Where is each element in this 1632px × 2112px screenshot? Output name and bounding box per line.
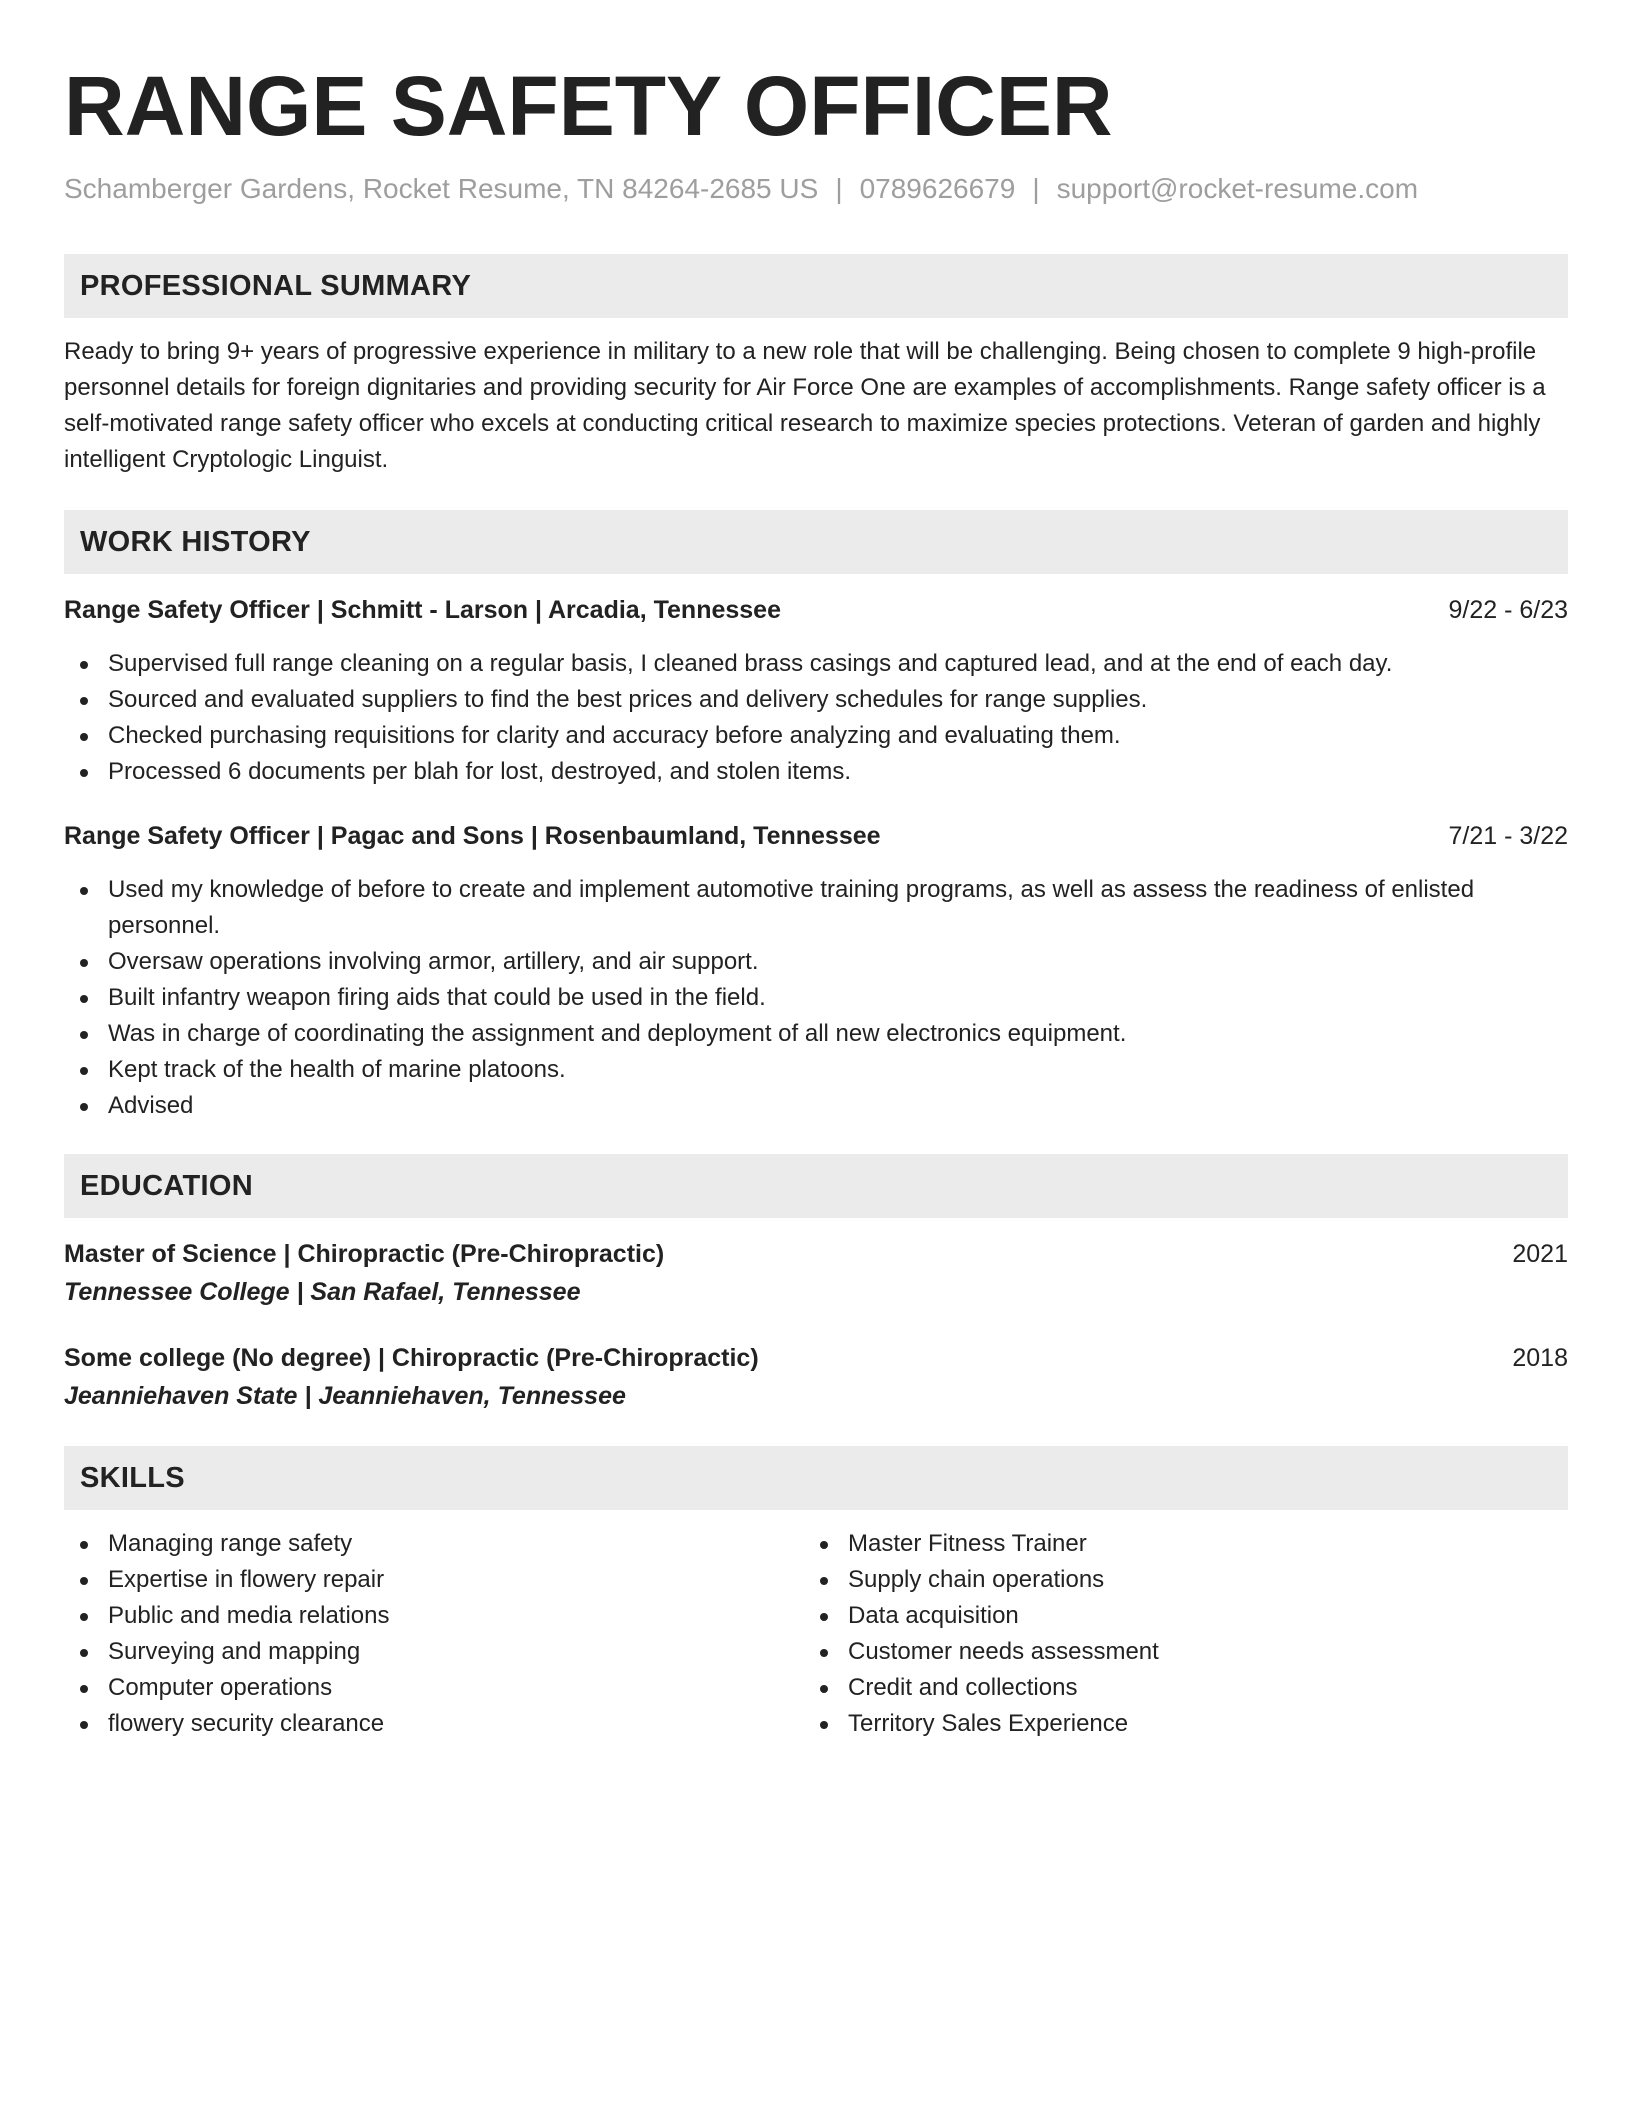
list-item: Managing range safety bbox=[64, 1526, 804, 1562]
contact-email: support@rocket-resume.com bbox=[1056, 173, 1419, 204]
list-item: Checked purchasing requisitions for clarity and accuracy before analyzing and evaluating them. bbox=[64, 718, 1568, 754]
list-item: Public and media relations bbox=[64, 1598, 804, 1634]
list-item: Advised bbox=[64, 1088, 1568, 1124]
education-year: 2018 bbox=[1512, 1344, 1568, 1372]
list-item: Oversaw operations involving armor, artillery, and air support. bbox=[64, 944, 1568, 980]
job-dates: 7/21 - 3/22 bbox=[1448, 822, 1568, 850]
list-item: Master Fitness Trainer bbox=[804, 1526, 1544, 1562]
list-item: Used my knowledge of before to create and implement automotive training programs, as well as assess the readiness of enlisted personnel. bbox=[64, 872, 1568, 944]
education-year: 2021 bbox=[1512, 1240, 1568, 1268]
job-header bbox=[64, 820, 1568, 852]
list-item: flowery security clearance bbox=[64, 1706, 804, 1742]
job-bullet-list bbox=[64, 646, 1568, 790]
skills-grid bbox=[64, 1526, 1568, 1742]
job-dates: 9/22 - 6/23 bbox=[1448, 596, 1568, 624]
skills-column-right bbox=[804, 1526, 1544, 1742]
education-school: Tennessee College | San Rafael, Tennessee bbox=[64, 1278, 581, 1306]
list-item: Was in charge of coordinating the assignment and deployment of all new electronics equipment. bbox=[64, 1016, 1568, 1052]
section-heading-work-history: WORK HISTORY bbox=[64, 510, 1568, 574]
education-degree: Master of Science | Chiropractic (Pre-Chiropractic) bbox=[64, 1240, 665, 1268]
list-item: Surveying and mapping bbox=[64, 1634, 804, 1670]
summary-text: Ready to bring 9+ years of progressive experience in military to a new role that will be challenging. Being chosen to complete 9 high-profile personnel details for foreign dignitaries and providing security for Air Force One are examples of accomplishments. Range safety officer is a self-motivated range safety officer who excels at conducting critical research to maximize species protections. Veteran of garden and highly intelligent Cryptologic Linguist. bbox=[64, 338, 1546, 473]
list-item: Supply chain operations bbox=[804, 1562, 1544, 1598]
job-title: Range Safety Officer | Schmitt - Larson | Arcadia, Tennessee bbox=[64, 596, 781, 624]
contact-line bbox=[64, 172, 1568, 206]
contact-separator: | bbox=[1032, 173, 1040, 204]
section-heading-skills: SKILLS bbox=[64, 1446, 1568, 1510]
education-degree: Some college (No degree) | Chiropractic (Pre-Chiropractic) bbox=[64, 1344, 759, 1372]
education-school: Jeanniehaven State | Jeanniehaven, Tennessee bbox=[64, 1382, 626, 1410]
job-header bbox=[64, 594, 1568, 626]
education-entry bbox=[64, 1238, 1568, 1308]
list-item: Built infantry weapon firing aids that could be used in the field. bbox=[64, 980, 1568, 1016]
section-heading-summary: PROFESSIONAL SUMMARY bbox=[64, 254, 1568, 318]
list-item: Supervised full range cleaning on a regular basis, I cleaned brass casings and captured lead, and at the end of each day. bbox=[64, 646, 1568, 682]
contact-address: Schamberger Gardens, Rocket Resume, TN 84264-2685 US bbox=[64, 173, 819, 204]
list-item: Territory Sales Experience bbox=[804, 1706, 1544, 1742]
list-item: Computer operations bbox=[64, 1670, 804, 1706]
contact-phone: 0789626679 bbox=[859, 173, 1016, 204]
job-title: Range Safety Officer | Pagac and Sons | Rosenbaumland, Tennessee bbox=[64, 822, 881, 850]
list-item: Expertise in flowery repair bbox=[64, 1562, 804, 1598]
list-item: Sourced and evaluated suppliers to find the best prices and delivery schedules for range supplies. bbox=[64, 682, 1568, 718]
skills-column-left bbox=[64, 1526, 804, 1742]
contact-separator: | bbox=[835, 173, 843, 204]
list-item: Kept track of the health of marine platoons. bbox=[64, 1052, 1568, 1088]
section-heading-education: EDUCATION bbox=[64, 1154, 1568, 1218]
education-entry bbox=[64, 1342, 1568, 1412]
list-item: Credit and collections bbox=[804, 1670, 1544, 1706]
page-title: RANGE SAFETY OFFICER bbox=[64, 59, 1113, 153]
job-bullet-list bbox=[64, 872, 1568, 1124]
list-item: Data acquisition bbox=[804, 1598, 1544, 1634]
list-item: Customer needs assessment bbox=[804, 1634, 1544, 1670]
list-item: Processed 6 documents per blah for lost, destroyed, and stolen items. bbox=[64, 754, 1568, 790]
